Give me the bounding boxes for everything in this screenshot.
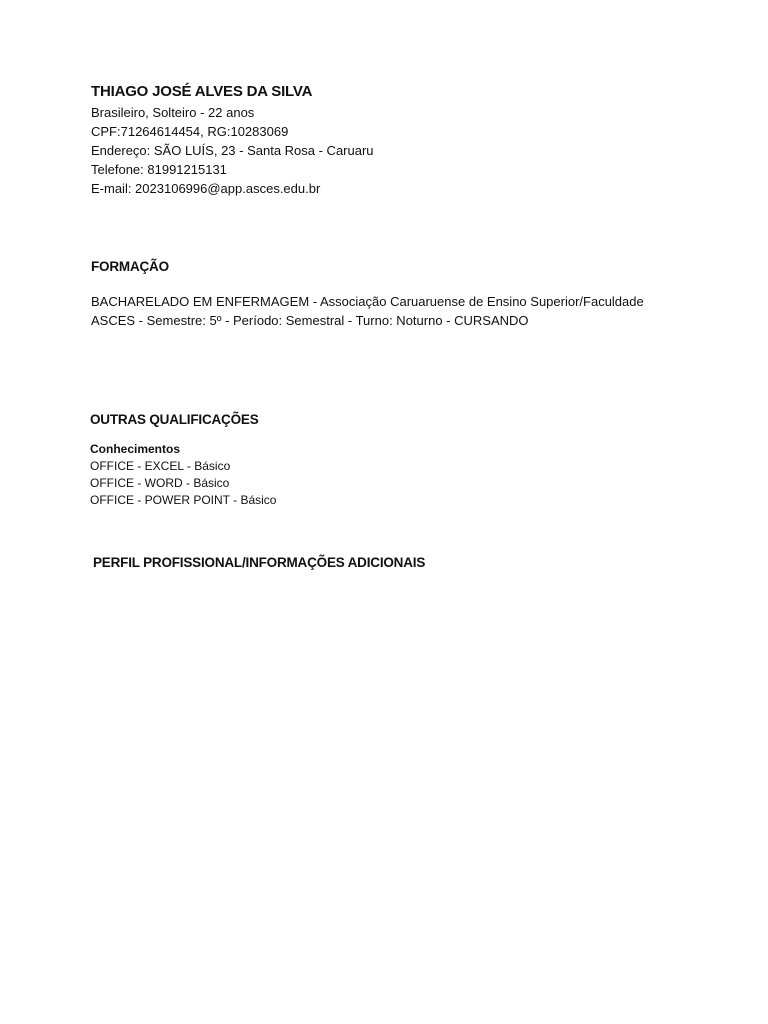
address: Endereço: SÃO LUÍS, 23 - Santa Rosa - Caruaru [91, 143, 374, 158]
conhecimentos-section [90, 441, 276, 509]
documents: CPF:71264614454, RG:10283069 [91, 124, 289, 139]
phone: Telefone: 81991215131 [91, 162, 227, 177]
formacao-line-2: ASCES - Semestre: 5º - Período: Semestral - Turno: Noturno - CURSANDO [91, 313, 529, 328]
qualification-item: OFFICE - EXCEL - Básico [90, 459, 231, 473]
nationality-status-age: Brasileiro, Solteiro - 22 anos [91, 105, 255, 120]
qualification-item: OFFICE - POWER POINT - Básico [90, 493, 277, 507]
outras-qualificacoes-heading: OUTRAS QUALIFICAÇÕES [90, 412, 259, 427]
candidate-name: THIAGO JOSÉ ALVES DA SILVA [91, 83, 313, 100]
formacao-line-1: BACHARELADO EM ENFERMAGEM - Associação Caruaruense de Ensino Superior/Faculdade [91, 294, 644, 309]
qualification-item: OFFICE - WORD - Básico [90, 476, 230, 490]
email: E-mail: 2023106996@app.asces.edu.br [91, 181, 321, 196]
conhecimentos-subtitle: Conhecimentos [90, 442, 181, 456]
perfil-heading: PERFIL PROFISSIONAL/INFORMAÇÕES ADICIONAIS [93, 555, 426, 570]
formacao-section [91, 292, 644, 330]
formacao-heading: FORMAÇÃO [91, 259, 169, 274]
personal-info-section [91, 82, 374, 198]
